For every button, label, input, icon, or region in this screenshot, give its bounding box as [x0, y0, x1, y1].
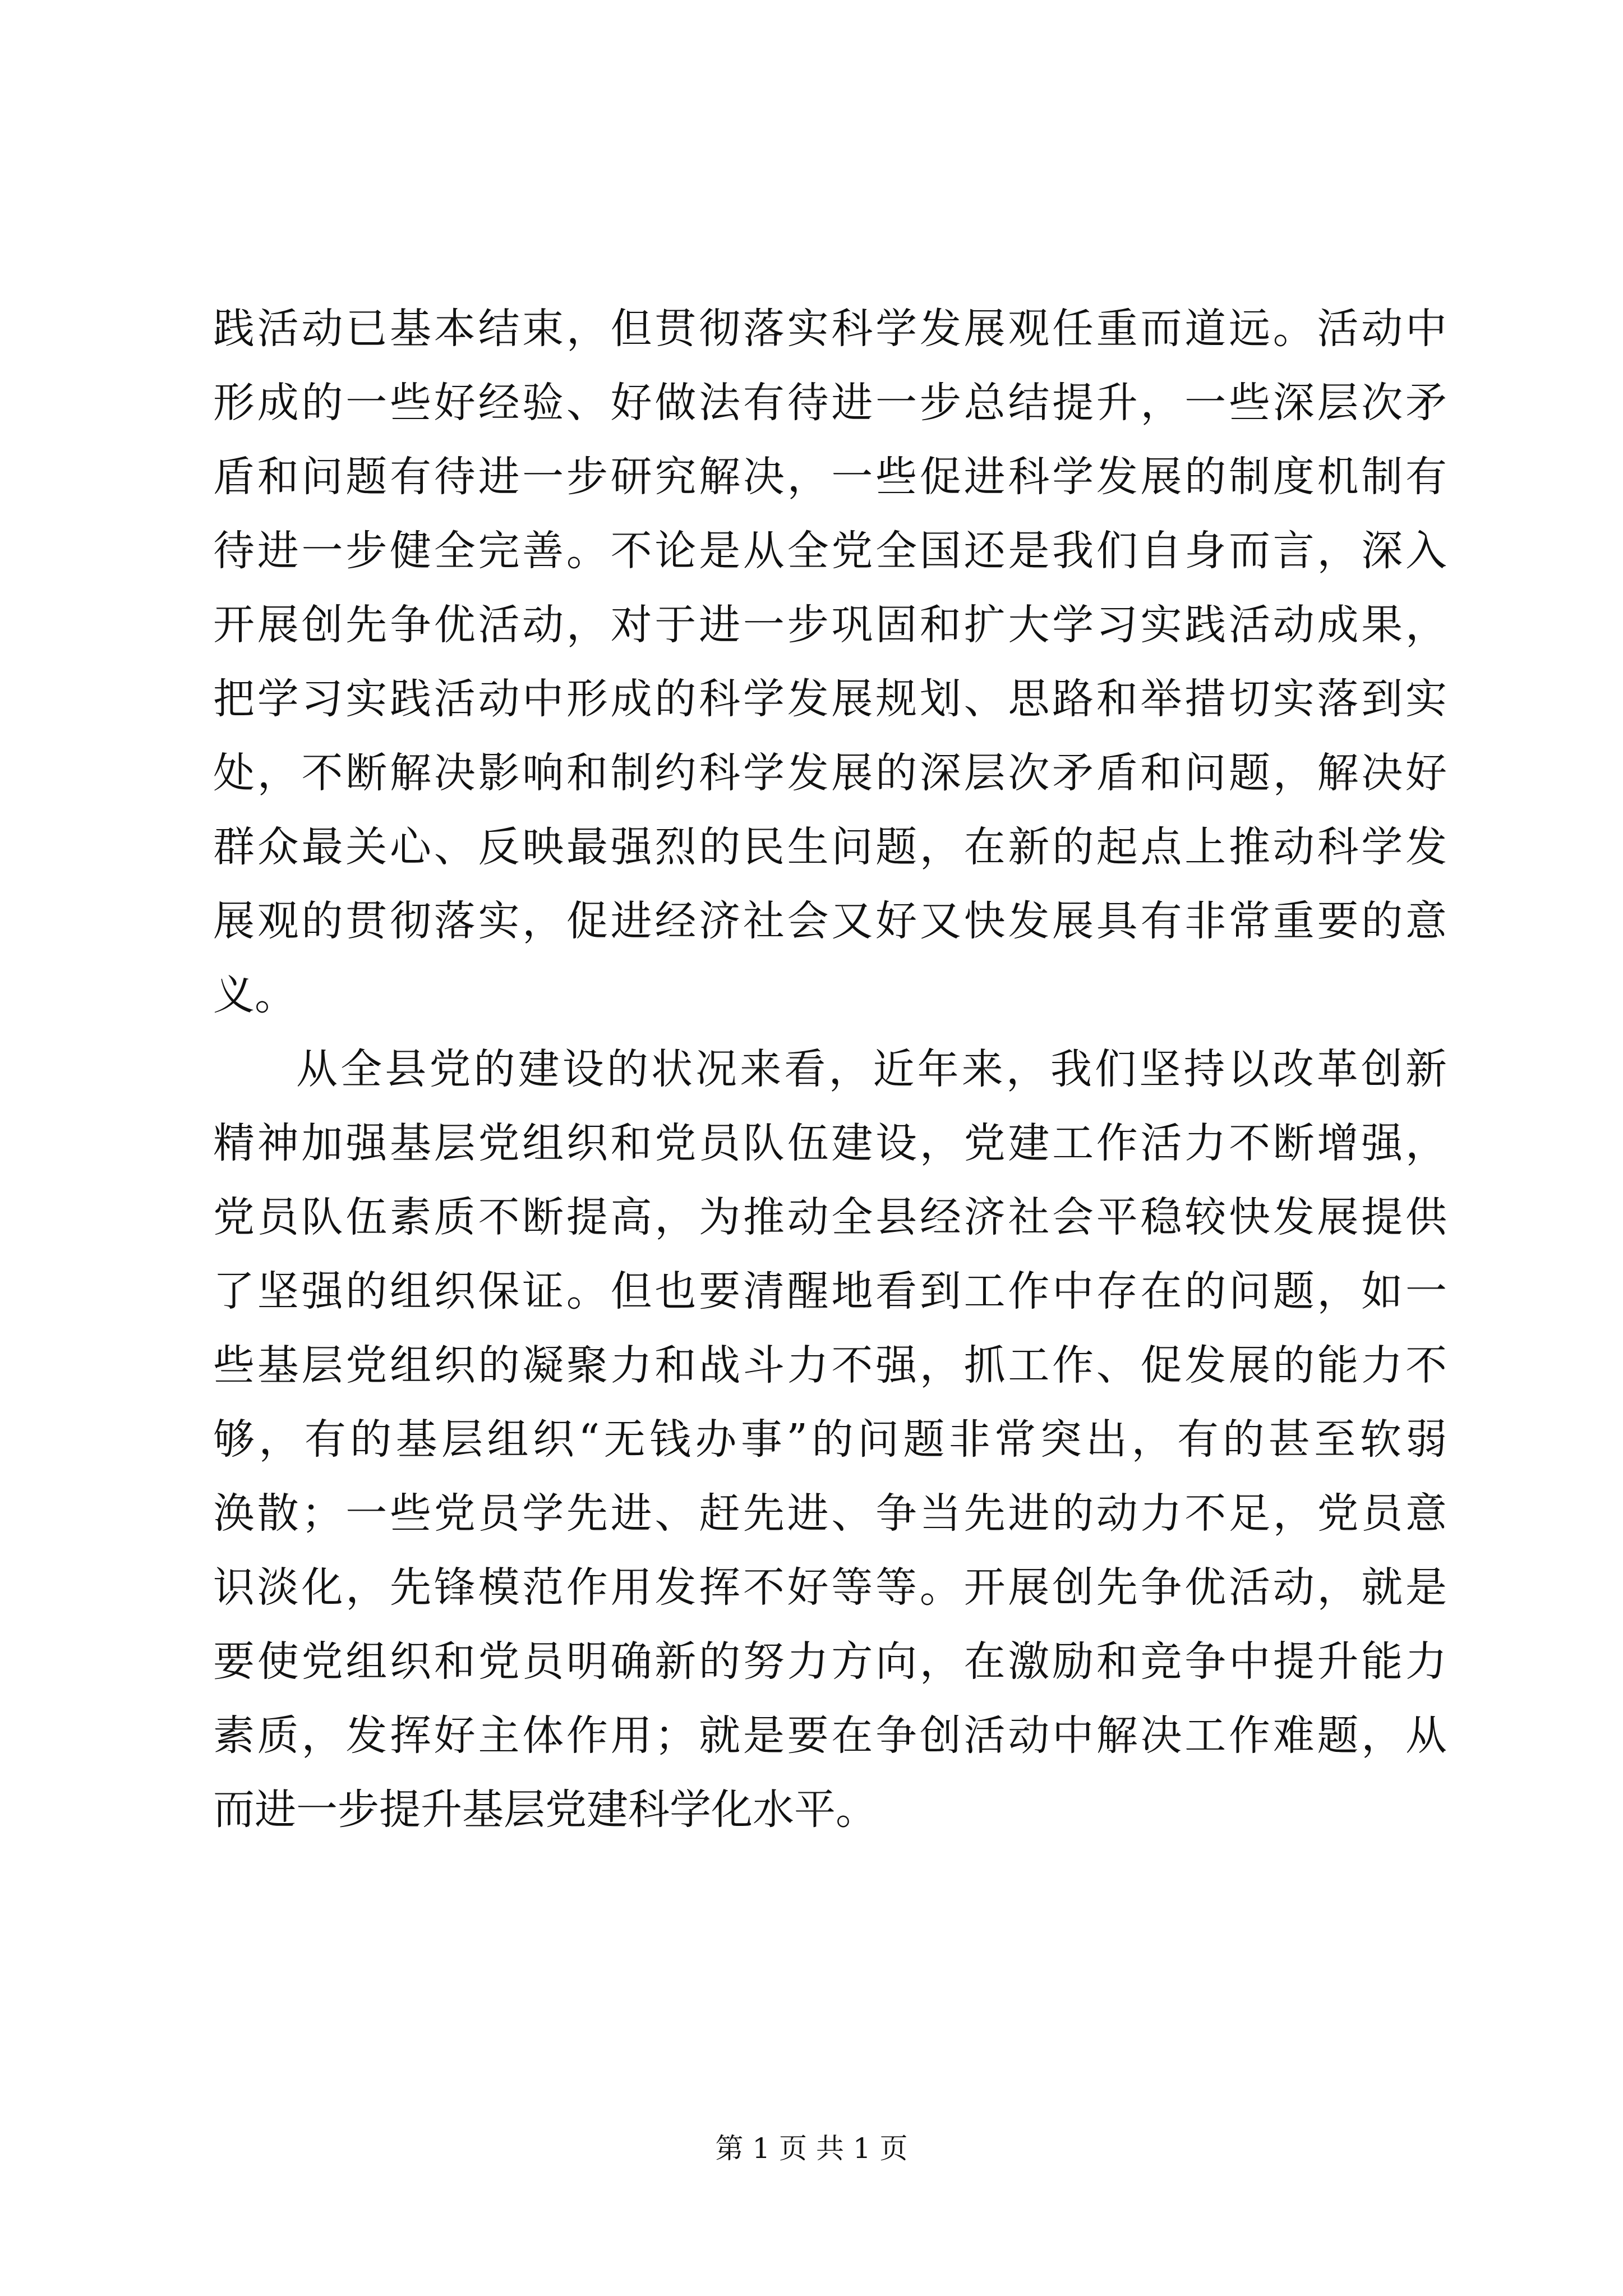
paragraph-2-line-2: 精神加强基层党组织和党员队伍建设，党建工作活力不断增强， — [213, 1119, 1447, 1167]
paragraph-2-line-1: 从全县党的建设的状况来看，近年来，我们坚持以改革创新 — [296, 1045, 1447, 1093]
paragraph-2-line-4: 了坚强的组织保证。但也要清醒地看到工作中存在的问题，如一 — [213, 1267, 1447, 1315]
paragraph-2-line-11: 而进一步提升基层党建科学化水平。 — [213, 1786, 877, 1834]
paragraph-2-line-7: 涣散；一些党员学先进、赶先进、争当先进的动力不足，党员意 — [213, 1489, 1447, 1538]
paragraph-1-line-8: 群众最关心、反映最强烈的民生问题，在新的起点上推动科学发 — [213, 823, 1447, 871]
paragraph-1-line-7: 处，不断解决影响和制约科学发展的深层次矛盾和问题，解决好 — [213, 749, 1447, 797]
paragraph-1-line-2: 形成的一些好经验、好做法有待进一步总结提升，一些深层次矛 — [213, 379, 1447, 427]
paragraph-1-line-3: 盾和问题有待进一步研究解决，一些促进科学发展的制度机制有 — [213, 453, 1447, 501]
paragraph-2-line-6: 够，有的基层组织“无钱办事”的问题非常突出，有的甚至软弱 — [213, 1415, 1447, 1464]
paragraph-1-line-10: 义。 — [213, 971, 296, 1019]
paragraph-2-line-10: 素质，发挥好主体作用；就是要在争创活动中解决工作难题，从 — [213, 1711, 1447, 1760]
paragraph-1-line-1: 践活动已基本结束，但贯彻落实科学发展观任重而道远。活动中 — [213, 305, 1447, 353]
paragraph-2-line-3: 党员队伍素质不断提高，为推动全县经济社会平稳较快发展提供 — [213, 1193, 1447, 1241]
paragraph-1-line-6: 把学习实践活动中形成的科学发展规划、思路和举措切实落到实 — [213, 675, 1447, 723]
paragraph-1-line-5: 开展创先争优活动，对于进一步巩固和扩大学习实践活动成果， — [213, 601, 1447, 649]
body-text — [213, 292, 1447, 1847]
paragraph-1-line-9: 展观的贯彻落实，促进经济社会又好又快发展具有非常重要的意 — [213, 897, 1447, 945]
paragraph-1-line-4: 待进一步健全完善。不论是从全党全国还是我们自身而言，深入 — [213, 527, 1447, 575]
paragraph-2-line-8: 识淡化，先锋模范作用发挥不好等等。开展创先争优活动，就是 — [213, 1563, 1447, 1612]
paragraph-2-line-9: 要使党组织和党员明确新的努力方向，在激励和竞争中提升能力 — [213, 1637, 1447, 1686]
paragraph-2-line-5: 些基层党组织的凝聚力和战斗力不强，抓工作、促发展的能力不 — [213, 1341, 1447, 1389]
page-footer: 第 1 页 共 1 页 — [715, 2132, 908, 2165]
